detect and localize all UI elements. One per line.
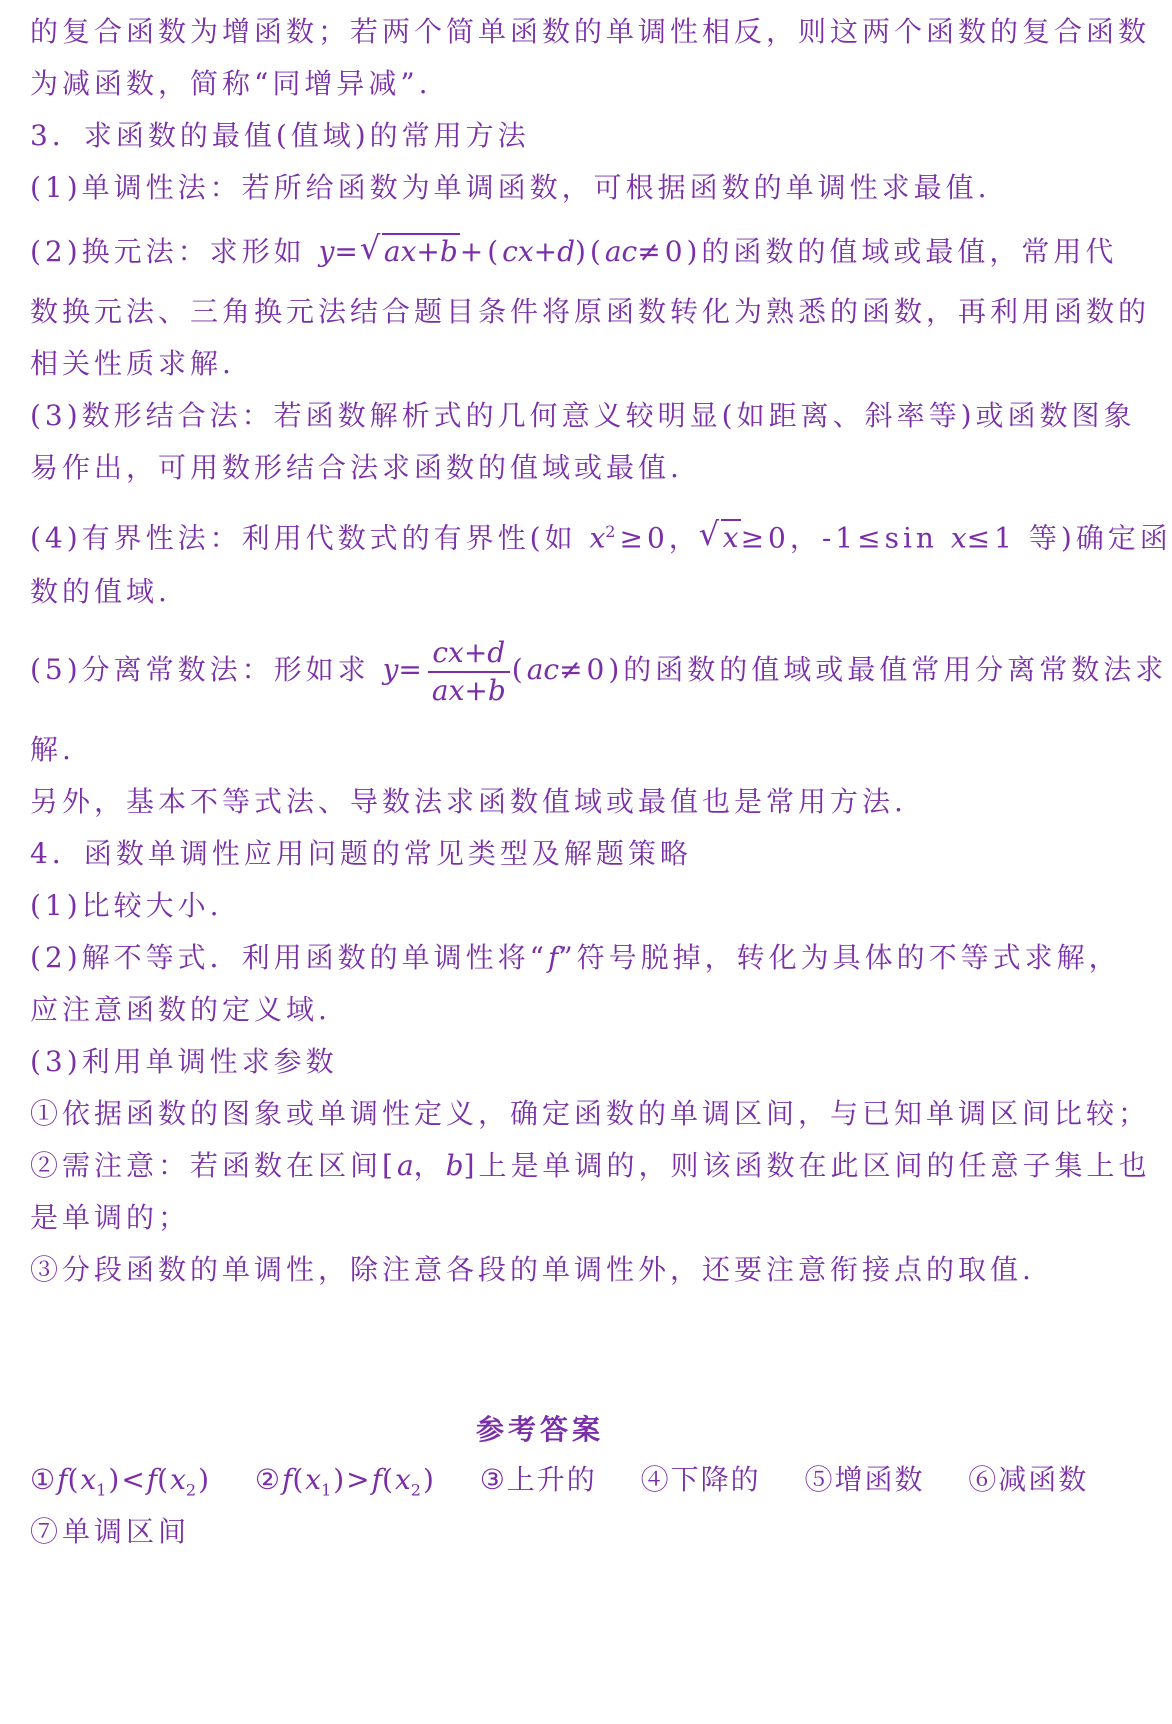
text: ( <box>511 653 527 686</box>
text-line-formula <box>30 512 1172 558</box>
answer-1 <box>30 1463 212 1500</box>
var-y: y <box>382 653 399 686</box>
text-line: (1)单调性法：若所给函数为单调函数，可根据函数的单调性求最值. <box>30 171 991 204</box>
text-line: 另外，基本不等式法、导数法求函数值域或最值也是常用方法. <box>30 785 907 818</box>
text: ≠0)的函数的值域或最值，常用代 <box>637 235 1118 268</box>
denominator: ax+b <box>431 673 506 707</box>
answer-number: ① <box>30 1463 58 1496</box>
text: ≥0， <box>619 521 701 555</box>
text: ) <box>422 1463 436 1496</box>
expr: cx+d <box>502 235 575 268</box>
text: ”符号脱掉，转化为具体的不等式求解， <box>558 941 1121 974</box>
text-line: 解. <box>30 733 75 766</box>
text: ②需注意：若函数在区间[ <box>30 1149 397 1182</box>
exponent: 2 <box>605 522 620 541</box>
text: (4)有界性法：利用代数式的有界性(如 <box>30 521 590 555</box>
text: ， <box>413 1149 446 1182</box>
text: ≥0，-1≤sin <box>740 521 951 555</box>
sqrt-expression <box>701 518 741 558</box>
answer-2 <box>254 1463 436 1500</box>
answer-4: ④下降的 <box>640 1463 761 1496</box>
var-x: x <box>305 1463 322 1496</box>
text: ( <box>157 1463 171 1496</box>
answer-5: ⑤增函数 <box>804 1463 925 1496</box>
answer-6: ⑥减函数 <box>968 1463 1089 1496</box>
text-line: 相关性质求解. <box>30 347 235 380</box>
text: ≠0)的函数的值域或最值常用分离常数法求 <box>559 653 1168 686</box>
answers-line <box>30 1460 1089 1511</box>
var-x: x <box>394 1463 411 1496</box>
text-line-formula <box>30 232 1118 272</box>
answers-line <box>30 1512 1050 1552</box>
answer-3: ③上升的 <box>479 1463 597 1496</box>
text-line: 数换元法、三角换元法结合题目条件将原函数转化为熟悉的函数，再利用函数的 <box>30 295 1151 328</box>
var-x: x <box>170 1463 186 1496</box>
var-x: x <box>80 1463 97 1496</box>
numerator: cx+d <box>428 635 510 673</box>
text: ]上是单调的，则该函数在此区间的任意子集上也 <box>463 1149 1151 1182</box>
text-line: 应注意函数的定义域. <box>30 993 331 1026</box>
text-line: (3)利用单调性求参数 <box>30 1045 338 1078</box>
radicand: ax+b <box>383 235 458 268</box>
subscript: 1 <box>96 1480 109 1500</box>
equals: = <box>398 653 426 686</box>
text-line: (1)比较大小. <box>30 889 223 922</box>
text-line: 易作出，可用数形结合法求函数的值域或最值. <box>30 451 683 484</box>
equals: = <box>334 235 362 268</box>
expr: ac <box>604 235 638 268</box>
text: ( <box>382 1463 395 1496</box>
text: +( <box>459 235 503 268</box>
sqrt-expression <box>362 232 460 272</box>
var-x: x <box>589 521 606 555</box>
answer-7: ⑦单调区间 <box>30 1515 191 1548</box>
answers-heading: 参考答案 <box>475 1413 604 1446</box>
text: (2)解不等式．利用函数的单调性将“ <box>30 941 548 974</box>
answer-number: ② <box>254 1463 282 1496</box>
var-b: b <box>445 1149 464 1182</box>
radicand: x <box>722 521 739 555</box>
text: )< <box>108 1463 147 1496</box>
var-x: x <box>950 521 967 555</box>
text: (2)换元法：求形如 <box>30 235 319 268</box>
section-heading: 3．求函数的最值(值域)的常用方法 <box>30 119 530 152</box>
text-line: 的复合函数为增函数；若两个简单函数的单调性相反，则这两个函数的复合函数 <box>30 15 1151 48</box>
var-y: y <box>318 235 335 268</box>
text-line <box>30 938 1121 978</box>
text-line: 为减函数，简称“同增异减”. <box>30 67 432 100</box>
text: )> <box>333 1463 372 1496</box>
text-line: 是单调的； <box>30 1201 191 1234</box>
text: ≤1 等)确定函 <box>966 521 1172 555</box>
subscript: 1 <box>321 1480 334 1500</box>
text: ) <box>198 1463 212 1496</box>
text: ( <box>67 1463 81 1496</box>
text-line <box>30 1146 1151 1186</box>
var-a: a <box>396 1149 414 1182</box>
text: ( <box>292 1463 306 1496</box>
text: (5)分离常数法：形如求 <box>30 653 383 686</box>
var-f: f <box>547 941 559 974</box>
subscript: 2 <box>185 1480 199 1500</box>
text-line-formula <box>30 630 1168 710</box>
var-f: f <box>57 1463 68 1496</box>
section-heading: 4．函数单调性应用问题的常见类型及解题策略 <box>30 837 692 870</box>
var-f: f <box>371 1463 383 1496</box>
text-line: (3)数形结合法：若函数解析式的几何意义较明显(如距离、斜率等)或函数图象 <box>30 399 1136 432</box>
text: )( <box>575 235 605 268</box>
text-line: ①依据函数的图象或单调性定义，确定函数的单调区间，与已知单调区间比较； <box>30 1097 1151 1130</box>
var-f: f <box>146 1463 158 1496</box>
subscript: 2 <box>410 1480 423 1500</box>
expr: ac <box>526 653 560 686</box>
var-f: f <box>281 1463 293 1496</box>
text-line: ③分段函数的单调性，除注意各段的单调性外，还要注意衔接点的取值. <box>30 1253 1035 1286</box>
text-line: 数的值域. <box>30 575 171 608</box>
fraction <box>428 635 510 709</box>
